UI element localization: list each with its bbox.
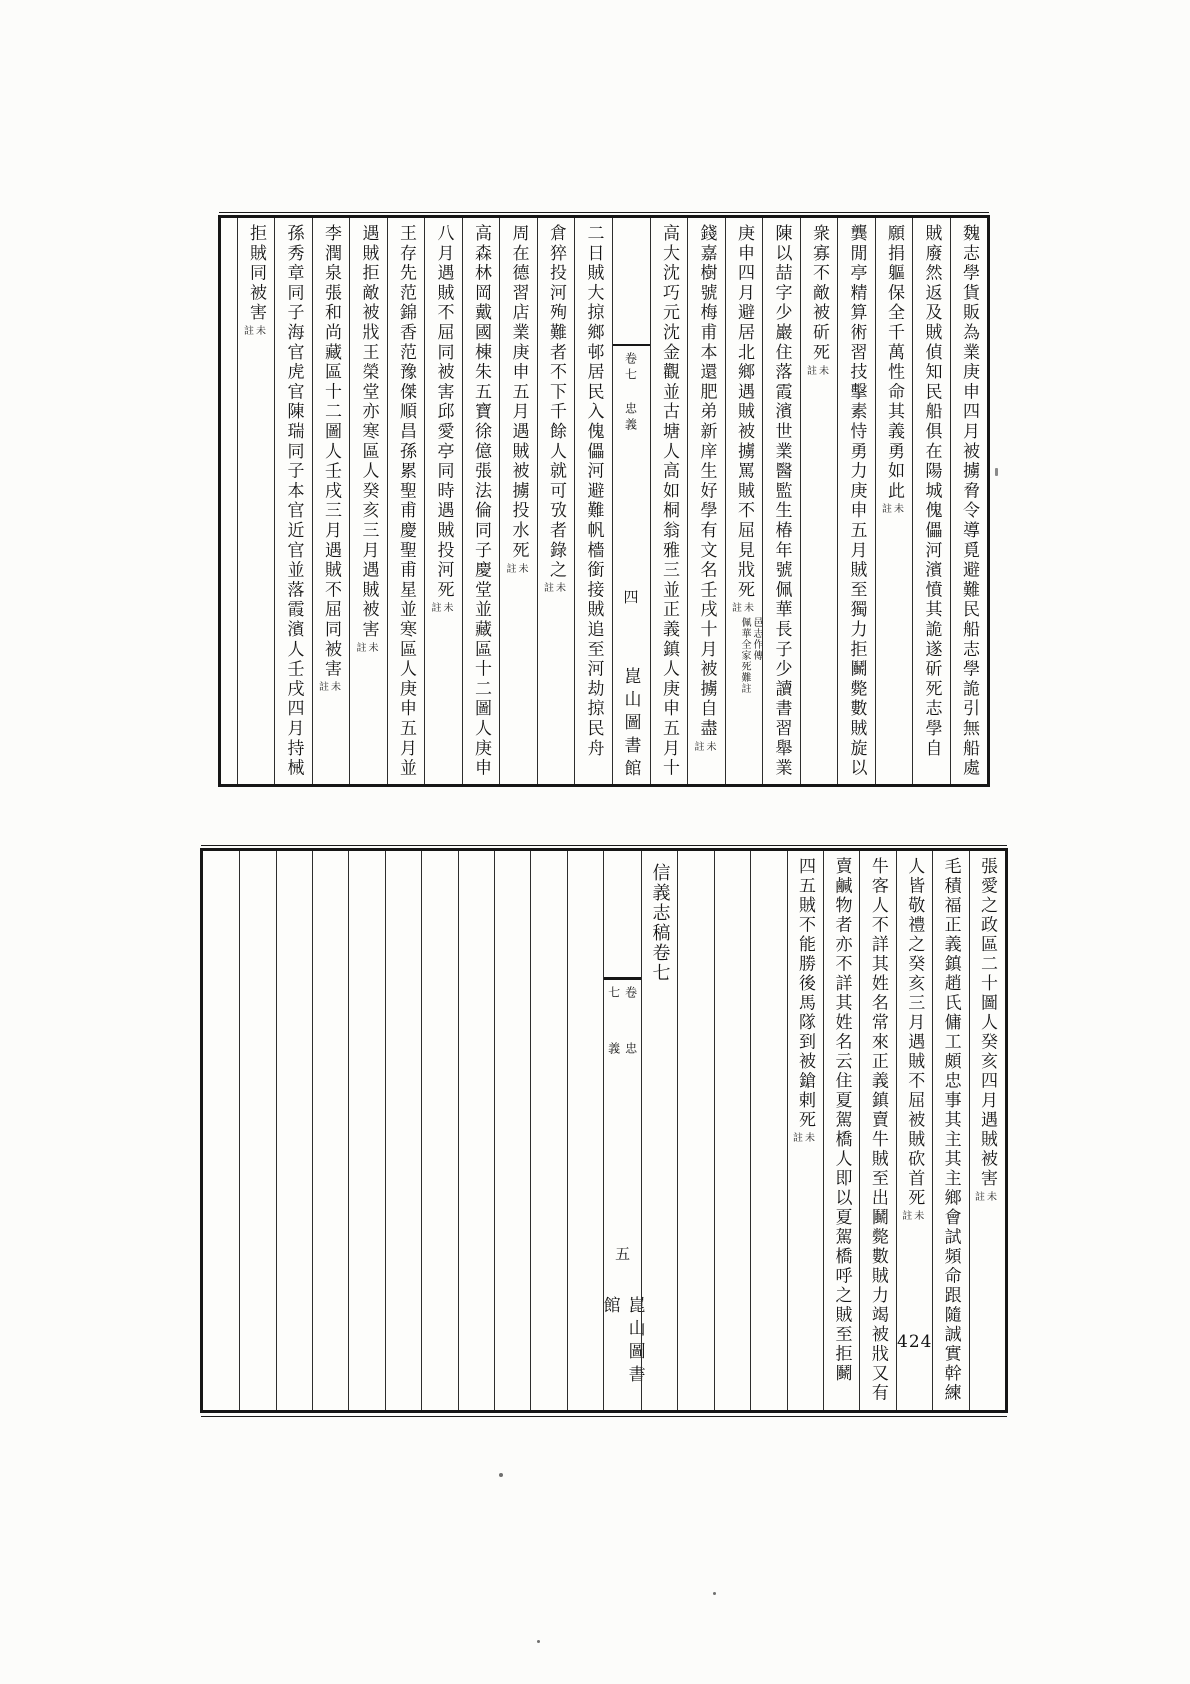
column-text: 遇賊拒敵被戕王榮堂亦寒區人癸亥三月遇賊被害 [358, 224, 379, 640]
blank-column [494, 851, 530, 1410]
column-text: 八月遇賊不屈同被害邱愛亭同時遇賊投河死 [433, 224, 454, 601]
column-text: 龔閒亭精算術習技擊素恃勇力庚申五月賊至獨力拒鬭斃數賊旋以 [846, 224, 867, 779]
column-text: 周在德習店業庚申五月遇賊被擄投水死 [508, 224, 529, 561]
annotation-marks: 註未 [431, 603, 456, 615]
annotation-marks: 註未 [694, 741, 719, 753]
annotation-marks: 註未 [506, 563, 531, 575]
annotation-marks: 註未 [975, 1191, 999, 1203]
text-column [499, 218, 537, 784]
blank-column [239, 851, 275, 1410]
column-text: 二日賊大掠鄉邨居民入傀儡河避難帆檣銜接賊追至河劫掠民舟 [583, 224, 604, 759]
column-text: 賊廢然返及賊偵知民船俱在陽城傀儡河濱憤其詭遂斫死志學自 [921, 224, 942, 759]
column-text: 李潤泉張和尚藏區十二圖人壬戌三月遇賊不屈同被害 [321, 224, 341, 680]
column-text: 魏志學貨販為業庚申四月被擄脅令導覓避難民船志學詭引無船處 [959, 224, 979, 779]
text-column [823, 851, 859, 1410]
text-column [859, 851, 895, 1410]
annotation-marks: 註未 [356, 642, 381, 654]
column-text: 高大沈巧元沈金觀並古塘人高如桐翁雅三並正義鎮人庚申五月十 [659, 224, 679, 779]
ink-speck [499, 1473, 503, 1477]
fold-column [599, 851, 645, 1410]
blank-column [385, 851, 421, 1410]
top-leaf-block [218, 215, 990, 787]
annotation-note [738, 617, 762, 694]
column-text: 王存先范錦香范豫傑順昌孫累聖甫慶聖甫星並寒區人庚申五月並 [396, 224, 416, 779]
leaf-number: 五 [615, 1245, 631, 1264]
blank-column [348, 851, 384, 1410]
text-column [574, 218, 612, 784]
fold-rule [613, 218, 650, 346]
text-column [950, 218, 988, 784]
column-text: 孫秀章同子海官虎官陳瑞同子本官近官並落霞濱人壬戌四月持械 [283, 224, 304, 779]
column-text: 賣鹹物者亦不詳其姓名云住夏駕橋人即以夏駕橋呼之賊至拒鬭 [831, 857, 852, 1384]
annotation-marks: 註未 [732, 603, 756, 615]
column-text: 陳以喆字少巖住落霞濱世業醫監生椿年號佩華長子少讀書習舉業 [771, 224, 792, 779]
annotation-marks: 註未 [319, 682, 343, 694]
ink-speck [995, 468, 998, 476]
section-label: 忠義 [606, 1041, 638, 1058]
ink-speck [713, 1592, 716, 1595]
fold-rule [604, 851, 641, 980]
blank-column [203, 851, 239, 1410]
column-text: 倉猝投河殉難者不下千餘人就可攷者錄之 [546, 224, 566, 581]
ink-speck [537, 1640, 540, 1643]
fold-column [612, 218, 650, 784]
volume-label: 卷七 [606, 986, 638, 1003]
column-text: 高森林岡戴國棟朱五寶徐億張法倫同子慶堂並藏區十二圖人庚申 [471, 224, 491, 779]
annotation-marks: 註未 [902, 1211, 927, 1222]
library-imprint: 崑山圖書館 [620, 667, 641, 782]
blank-column [276, 851, 312, 1410]
text-column [725, 218, 763, 784]
text-column [787, 851, 823, 1410]
library-imprint: 崑山圖書館 [599, 1296, 645, 1389]
text-column [837, 218, 875, 784]
annotation-marks: 註未 [882, 504, 906, 516]
text-column [537, 218, 575, 784]
column-text: 錢嘉樹號梅甫本還肥弟新庠生好學有文名壬戌十月被擄自盡 [696, 224, 717, 739]
text-column [896, 851, 932, 1410]
annotation-marks: 註未 [807, 365, 831, 377]
text-column [237, 218, 275, 784]
blank-column [458, 851, 494, 1410]
text-column [462, 218, 500, 784]
text-column [762, 218, 800, 784]
blank-column [421, 851, 457, 1410]
annotation-marks: 註未 [244, 326, 268, 337]
column-text: 拒賊同被害 [246, 224, 266, 323]
blank-column [221, 218, 237, 784]
column-text: 信義志稿卷七 [649, 863, 671, 983]
blank-column [750, 851, 786, 1410]
column-text: 衆寡不敵被斫死 [809, 224, 829, 363]
annotation-marks: 註未 [793, 1133, 818, 1144]
annotation-note-left: 佩華全家死難註 [739, 617, 750, 695]
annotation-marks: 註未 [544, 583, 568, 595]
text-column [932, 851, 968, 1410]
blank-column [677, 851, 713, 1410]
column-text: 毛積福正義鎮趙氏傭工頗忠事其主其主鄉會試頻命跟隨誠實幹練 [940, 857, 961, 1403]
blank-column [530, 851, 566, 1410]
text-column [800, 218, 838, 784]
text-column [650, 218, 688, 784]
column-text: 人皆敬禮之癸亥三月遇賊不屈被賊砍首死 [904, 857, 925, 1208]
column-text: 四五賊不能勝後馬隊到被鎗剌死 [795, 857, 816, 1130]
volume-label: 卷七 [623, 352, 638, 384]
blank-column [312, 851, 348, 1410]
text-column [312, 218, 350, 784]
text-column [349, 218, 387, 784]
text-column [969, 851, 1005, 1410]
text-column [875, 218, 913, 784]
text-column [274, 218, 312, 784]
page-number: 424 [897, 1332, 933, 1352]
blank-column [714, 851, 750, 1410]
text-column [424, 218, 462, 784]
text-column [687, 218, 725, 784]
leaf-number: 四 [623, 588, 639, 606]
bottom-leaf-block [200, 848, 1008, 1413]
column-text: 庚申四月避居北鄉遇賊被擄罵賊不屈見戕死 [734, 224, 754, 601]
column-text: 願捐軀保全千萬性命其義勇如此 [884, 224, 904, 502]
column-text: 牛客人不詳其姓名常來正義鎮賣牛賊至出鬭斃數賊力竭被戕又有 [867, 857, 888, 1403]
text-column [912, 218, 950, 784]
volume-title-column [641, 851, 677, 1410]
column-text: 張愛之政區二十圖人癸亥四月遇賊被害 [977, 857, 997, 1189]
annotation-note-right: 邑志作傳 [751, 617, 762, 662]
section-label: 忠義 [623, 402, 638, 434]
text-column [387, 218, 425, 784]
